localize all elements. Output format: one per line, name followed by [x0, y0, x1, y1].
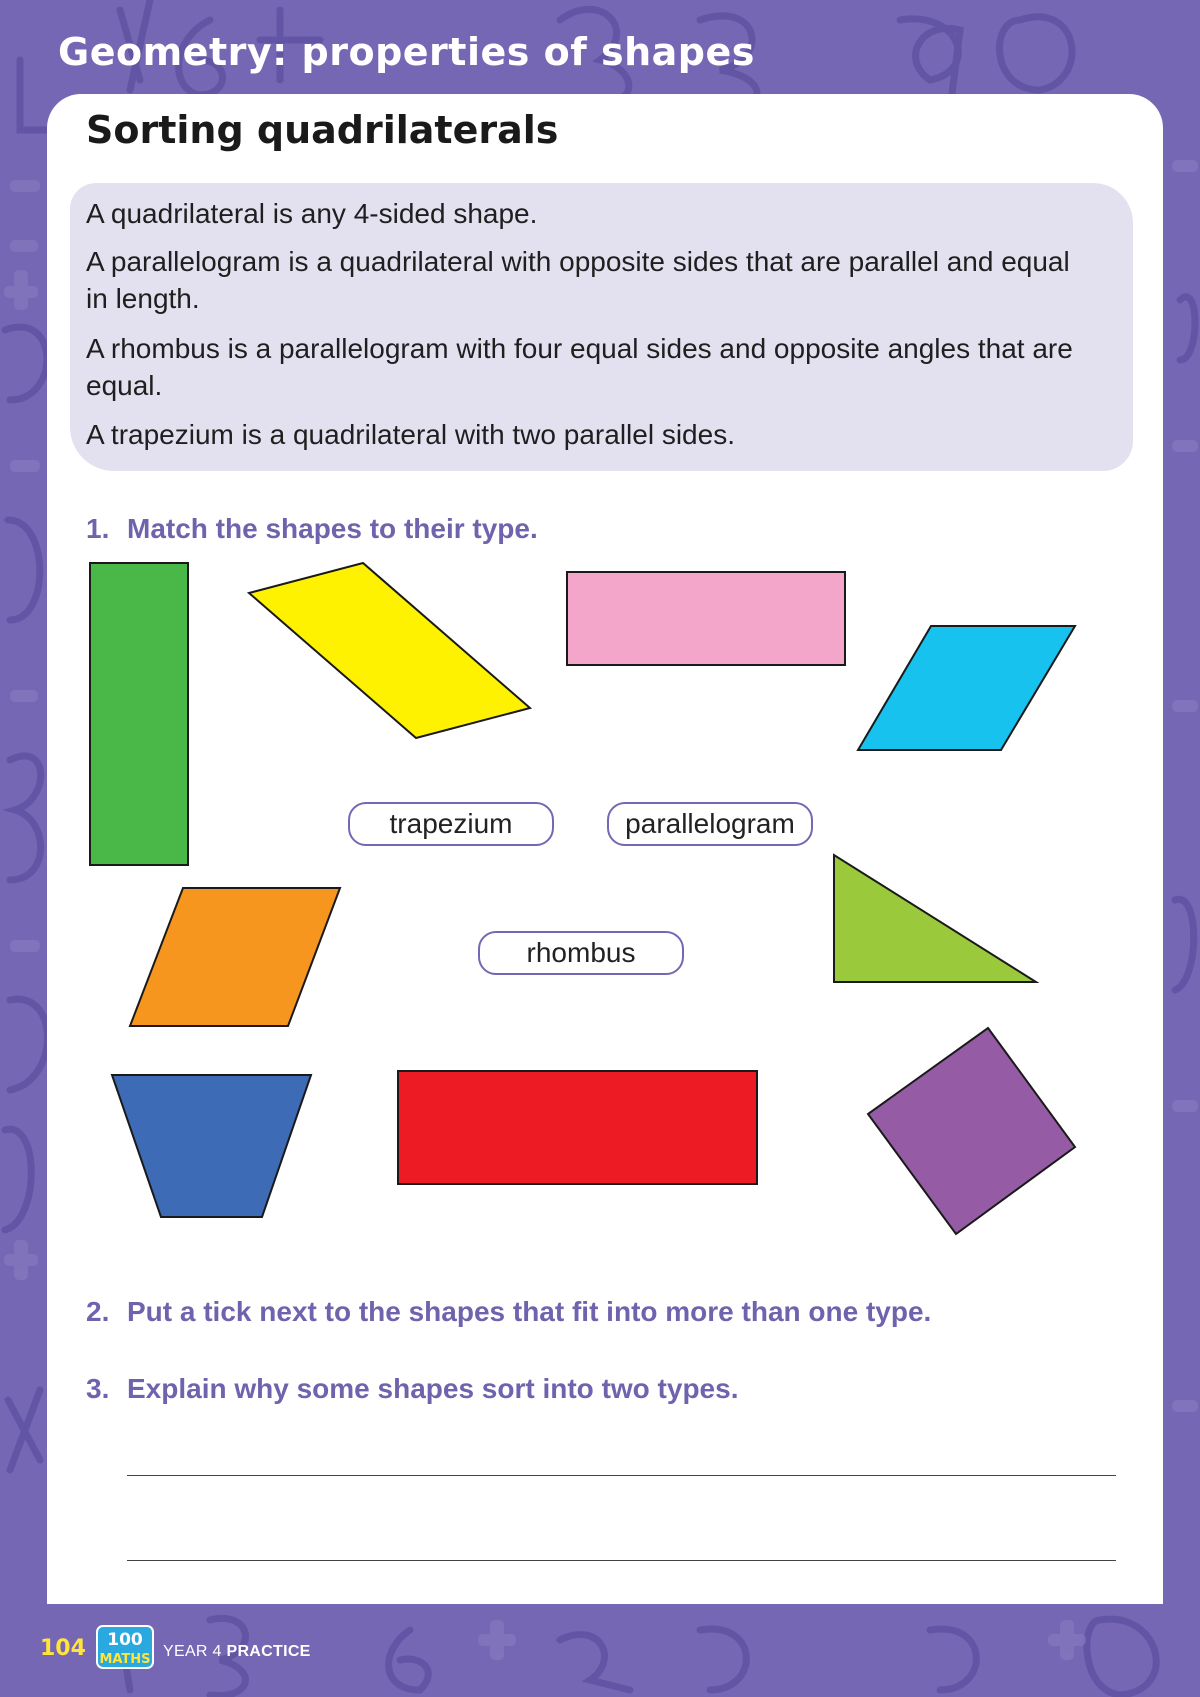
footer-practice: PRACTICE	[226, 1643, 311, 1660]
question-2-text: Put a tick next to the shapes that fit into more than one type.	[127, 1296, 932, 1327]
label-parallelogram[interactable]: parallelogram	[607, 802, 813, 846]
question-3	[86, 1373, 738, 1405]
definition-parallelogram: A parallelogram is a quadrilateral with opposite sides that are parallel and equal in length.	[86, 246, 1070, 314]
answer-line-2[interactable]	[127, 1560, 1116, 1561]
footer-year: YEAR 4	[163, 1643, 222, 1660]
page-title: Sorting quadrilaterals	[86, 108, 559, 152]
purple-square-shape[interactable]	[868, 1028, 1075, 1234]
label-trapezium[interactable]: trapezium	[348, 802, 554, 846]
lime-triangle-shape[interactable]	[834, 855, 1036, 982]
label-rhombus[interactable]: rhombus	[478, 931, 684, 975]
question-2	[86, 1296, 931, 1328]
pink-rectangle-shape[interactable]	[567, 572, 845, 665]
footer-series	[163, 1643, 311, 1661]
100-maths-logo	[95, 1624, 155, 1670]
answer-line-1[interactable]	[127, 1475, 1116, 1476]
question-1-number: 1.	[86, 513, 110, 544]
green-rectangle-shape[interactable]	[90, 563, 188, 865]
definition-trapezium: A trapezium is a quadrilateral with two parallel sides.	[86, 419, 735, 450]
yellow-parallelogram-shape[interactable]	[249, 563, 530, 738]
logo-word: MATHS	[99, 1652, 151, 1667]
question-1-text: Match the shapes to their type.	[127, 513, 538, 544]
definition-quadrilateral: A quadrilateral is any 4-sided shape.	[86, 198, 538, 229]
question-3-text: Explain why some shapes sort into two types.	[127, 1373, 739, 1404]
logo-number: 100	[107, 1630, 143, 1650]
definition-rhombus: A rhombus is a parallelogram with four equal sides and opposite angles that are equal.	[86, 333, 1073, 401]
page-number: 104	[40, 1636, 86, 1661]
section-title: Geometry: properties of shapes	[58, 30, 755, 74]
question-3-number: 3.	[86, 1373, 110, 1404]
red-rectangle-shape[interactable]	[398, 1071, 757, 1184]
question-2-number: 2.	[86, 1296, 110, 1327]
orange-parallelogram-shape[interactable]	[130, 888, 340, 1026]
blue-trapezium-shape[interactable]	[112, 1075, 311, 1217]
cyan-rhombus-shape[interactable]	[858, 626, 1075, 750]
